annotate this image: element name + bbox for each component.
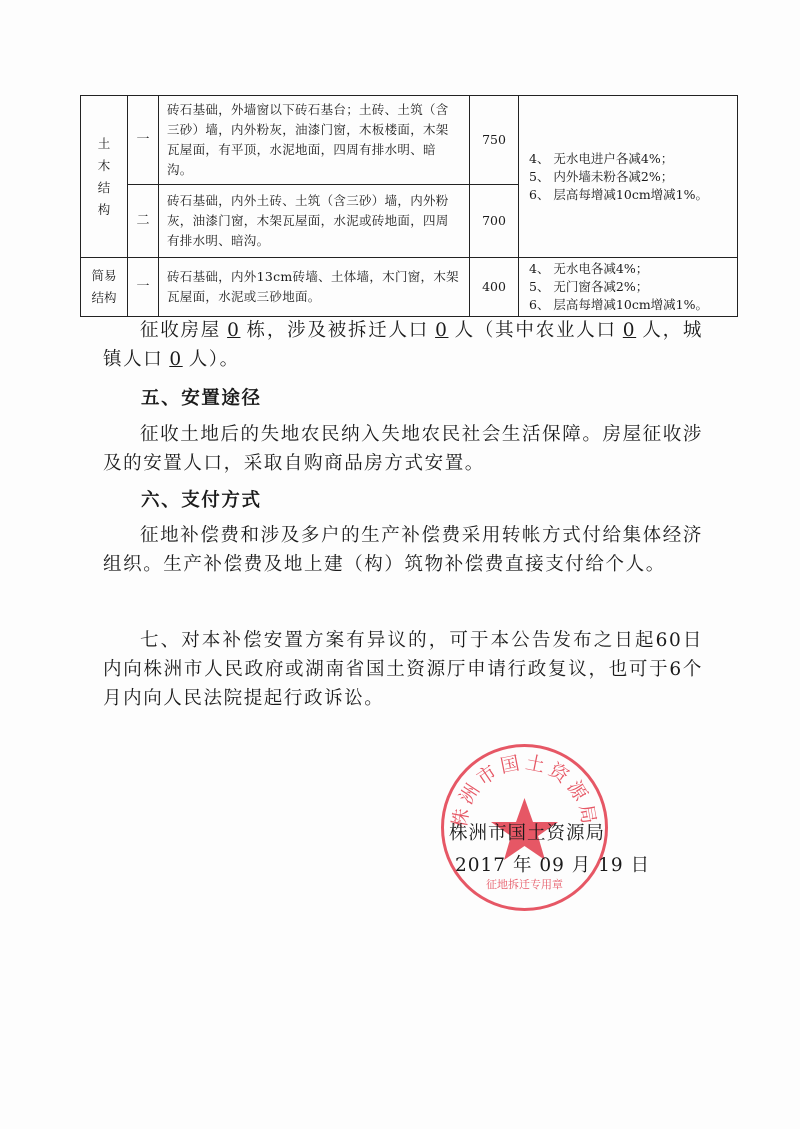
grade-cell: 一	[128, 258, 159, 317]
category-char: 结构	[91, 290, 117, 305]
table-row	[81, 96, 738, 185]
note-item: 5、 无门窗各减2%；	[529, 279, 649, 294]
note-item: 6、 层高每增减10cm增减1%。	[529, 186, 709, 202]
description-cell: 砖石基础，内外13cm砖墙、土体墙，木门窗，木架瓦屋面，水泥或三砂地面。	[159, 258, 470, 317]
table-row	[81, 258, 738, 317]
grade-cell: 一	[128, 96, 159, 185]
people-count: 0	[435, 320, 449, 341]
houses-count: 0	[227, 320, 241, 341]
signature-org: 株洲市国土资源局	[449, 823, 606, 844]
section-paragraph: 七、对本补偿安置方案有异议的，可于本公告发布之日起60日内向株洲市人民政府或湖南省国土资源厅申请行政复议，也可于6个月内向人民法院提起行政诉讼。	[103, 630, 703, 709]
note-item: 4、 无水电进户各减4%；	[529, 150, 674, 166]
price-cell: 700	[470, 185, 519, 258]
compensation-table	[80, 95, 738, 317]
section-heading: 六、支付方式	[141, 490, 262, 511]
seal-inner-text: 征地拆迁专用章	[486, 878, 563, 891]
note-item: 4、 无水电各减4%；	[529, 261, 649, 276]
description-cell: 砖石基础，外墙窗以下砖石基台；土砖、土筑（含三砂）墙，内外粉灰，油漆门窗，木板楼面，木架瓦屋面，有平顶，水泥地面，四周有排水明、暗沟。	[159, 96, 470, 185]
category-char: 木	[97, 157, 111, 173]
signature-date: 2017 年 09 月 19 日	[455, 855, 651, 876]
category-cell	[81, 96, 128, 258]
summary-text: 征收房屋	[140, 320, 222, 341]
summary-text: 栋，涉及被拆迁人口	[246, 320, 430, 341]
summary-text: 人，城镇人口	[103, 320, 703, 370]
category-cell	[81, 258, 128, 317]
notes-cell	[519, 96, 738, 258]
seal-outer-text: 株洲市国土资源局	[448, 751, 601, 830]
section-paragraph: 征地补偿费和涉及多户的生产补偿费采用转帐方式付给集体经济组织。生产补偿费及地上建（构）筑物补偿费直接支付给个人。	[103, 525, 703, 575]
note-item: 5、 内外墙未粉各减2%；	[529, 168, 674, 184]
summary-paragraph	[103, 316, 703, 374]
category-char: 结	[97, 179, 111, 195]
category-char: 简易	[91, 268, 117, 283]
section-paragraph: 征收土地后的失地农民纳入失地农民社会生活保障。房屋征收涉及的安置人口，采取自购商品房方式安置。	[103, 424, 703, 474]
price-cell: 750	[470, 96, 519, 185]
price-cell: 400	[470, 258, 519, 317]
section-heading: 五、安置途径	[141, 388, 262, 409]
notes-cell	[519, 258, 738, 317]
summary-text: 人）。	[188, 349, 240, 370]
grade-cell: 二	[128, 185, 159, 258]
summary-text: 人（其中农业人口	[454, 320, 617, 341]
category-char: 构	[97, 201, 111, 217]
note-item: 6、 层高每增减10cm增减1%。	[529, 297, 709, 312]
urban-count: 0	[169, 349, 183, 370]
description-cell: 砖石基础，内外土砖、土筑（含三砂）墙，内外粉灰，油漆门窗，木架瓦屋面，水泥或砖地面，四周有排水明、暗沟。	[159, 185, 470, 258]
agricultural-count: 0	[622, 320, 637, 341]
category-char: 土	[97, 135, 111, 151]
